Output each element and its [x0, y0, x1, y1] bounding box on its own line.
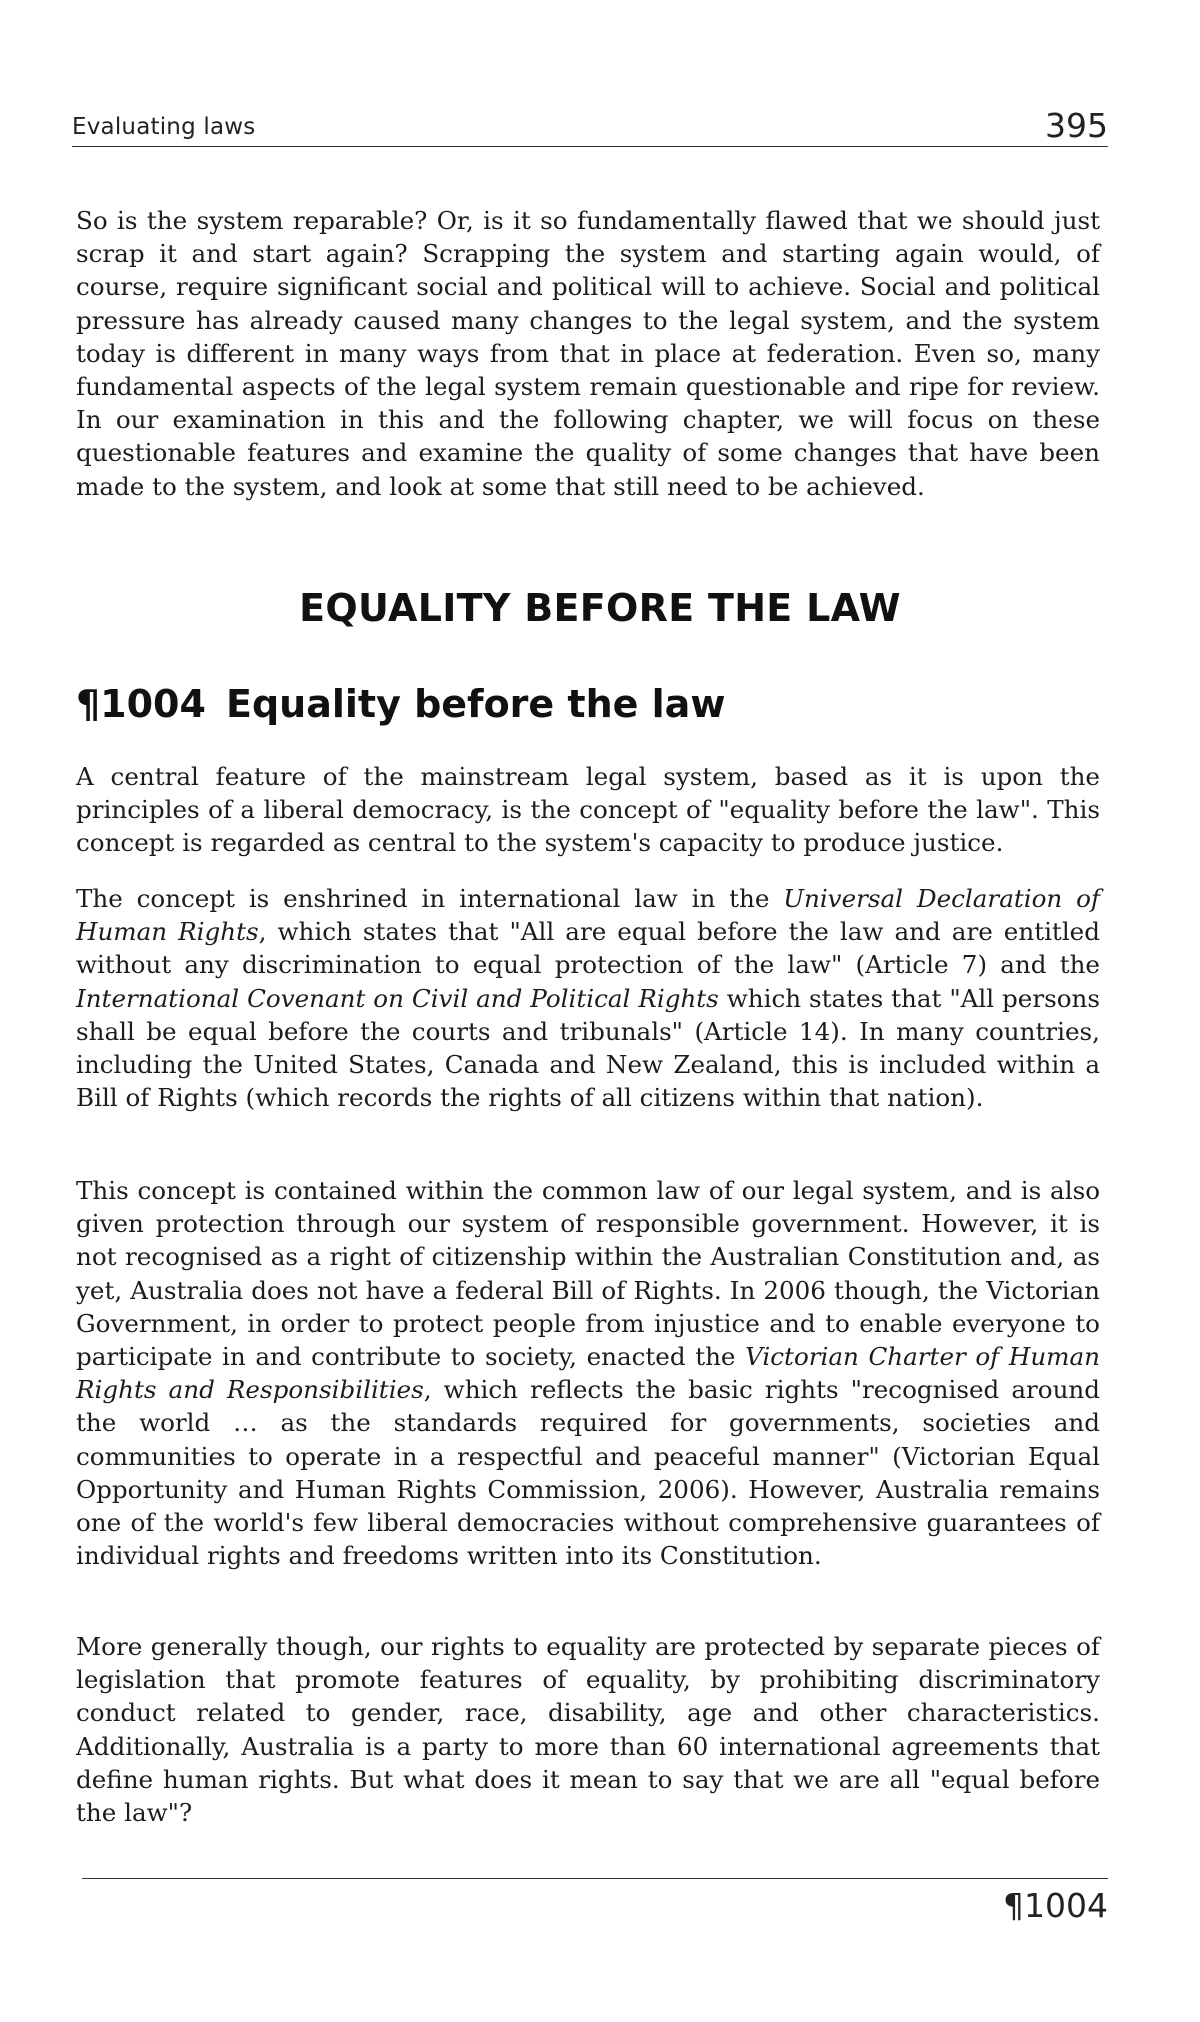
header-rule	[72, 146, 1108, 147]
p2-text-c: , which states that "All are equal before the law and are entitled without any discrimination to equal protection of the law" (Article 7) and the	[76, 917, 1100, 980]
body-paragraph-4: More generally though, our rights to equality are protected by separate pieces of legislation that promote features of equality, by prohibiting discriminatory conduct related to gender, race, disability, age and other characteristics. Additionally, Australia is a party to more than 60 international agreements that define human rights. But what does it mean to say that we are all "equal before the law"?	[76, 1632, 1100, 1828]
body-paragraph-1: A central feature of the mainstream legal system, based as it is upon the principles of a liberal democracy, is the concept of "equality before the law". This concept is regarded as central to the system's capacity to produce justice.	[76, 762, 1100, 858]
p3-charter-title: Victorian Charter of Human Rights and Responsibilities	[76, 1342, 1100, 1405]
running-header-title: Evaluating laws	[72, 114, 256, 140]
p3-text-a: This concept is contained within the common law of our legal system, and is also given protection through our system of responsible government. However, it is not recognised as a right of citizenship within the Australian Constitution and, as yet, Australia does not have a federal Bill of Rights. In 2006 though, the Victorian Government, in order to protect people from injustice and to enable everyone to participate in and contribute to society, enacted the	[76, 1176, 1100, 1372]
body-paragraph-2	[76, 882, 1100, 1114]
p2-iccpr-title: International Covenant on Civil and Political Rights	[76, 983, 719, 1013]
footer-rule	[82, 1878, 1108, 1879]
p2-text-e: which states that "All persons shall be equal before the courts and tribunals" (Article 14). In many countries, including the United States, Canada and New Zealand, this is included within a Bill of Rights (which records the rights of all citizens within that nation).	[76, 983, 1100, 1113]
running-header	[72, 106, 1108, 146]
section-heading: EQUALITY BEFORE THE LAW	[299, 586, 901, 630]
intro-paragraph: So is the system reparable? Or, is it so fundamentally flawed that we should just scrap it and start again? Scrapping the system and starting again would, of course, require significant social and political will to achieve. Social and political pressure has already caused many changes to the legal system, and the system today is different in many ways from that in place at federation. Even so, many fundamental aspects of the legal system remain questionable and ripe for review. In our examination in this and the following chapter, we will focus on these questionable features and examine the quality of some changes that have been made to the system, and look at some that still need to be achieved.	[76, 206, 1100, 501]
page-number: 395	[1045, 106, 1108, 145]
p2-text-a: The concept is enshrined in international law in the	[76, 884, 784, 913]
body-paragraph-3	[76, 1174, 1100, 1572]
p3-text-c: , which reflects the basic rights "recognised around the world … as the standards required for governments, societies and communities to operate in a respectful and peaceful manner" (Victorian Equal Opportunity and Human Rights Commission, 2006). However, Australia remains one of the world's few liberal democracies without comprehensive guarantees of individual rights and freedoms written into its Constitution.	[76, 1375, 1100, 1571]
footer-paragraph-ref: ¶1004	[1003, 1886, 1108, 1925]
paragraph-heading	[76, 682, 725, 726]
p2-udhr-title: Universal Declaration of Human Rights	[76, 884, 1100, 947]
paragraph-heading-number: ¶1004	[76, 682, 206, 726]
paragraph-heading-title: Equality before the law	[226, 682, 726, 726]
